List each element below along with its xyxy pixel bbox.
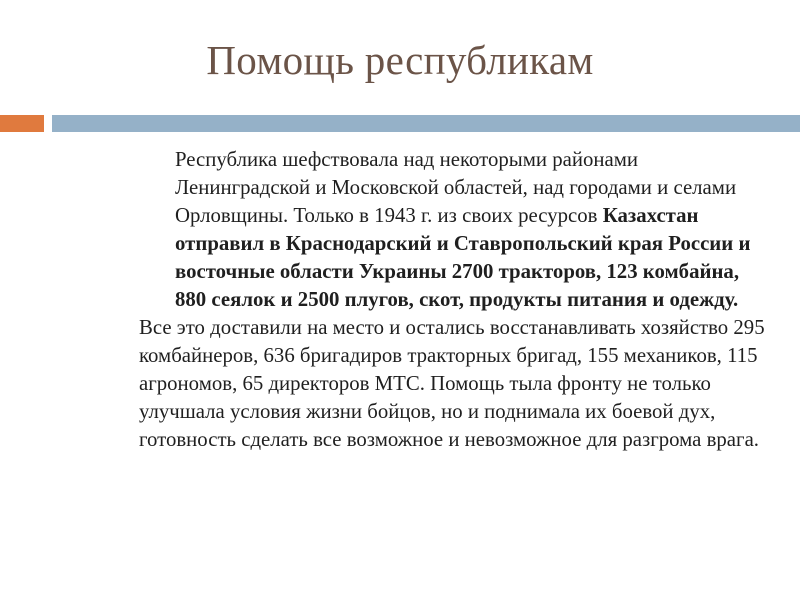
paragraph-1-emphasis: Казахстан отправил в Краснодарский и Ставропольский края России и восточные области Украины 2700 тракторов, 123 комбайна, 880 сеялок и 2500 плугов, скот, продукты питания и одежду. — [175, 204, 751, 311]
accent-bar-orange — [0, 115, 44, 132]
paragraph-2: Все это доставили на место и остались восстанавливать хозяйство 295 комбайнеров, 636 бригадиров тракторных бригад, 155 механиков, 115 агрономов, 65 директоров МТС. Помощь тыла фронту не только улучшала условия жизни бойцов, но и поднимала их боевой дух, готовность сделать все возможное и невозможное для разгрома врага. — [139, 316, 765, 451]
paragraph-1-lead: Республика шефствовала над некоторыми районами Ленинградской и Московской областей, над городами и селами Орловщины. Только в 1943 г. из своих ресурсов — [175, 148, 737, 227]
accent-bar-blue — [52, 115, 800, 132]
slide-body — [91, 146, 771, 454]
paragraph-1 — [91, 146, 771, 314]
slide-title: Помощь республикам — [206, 37, 594, 83]
